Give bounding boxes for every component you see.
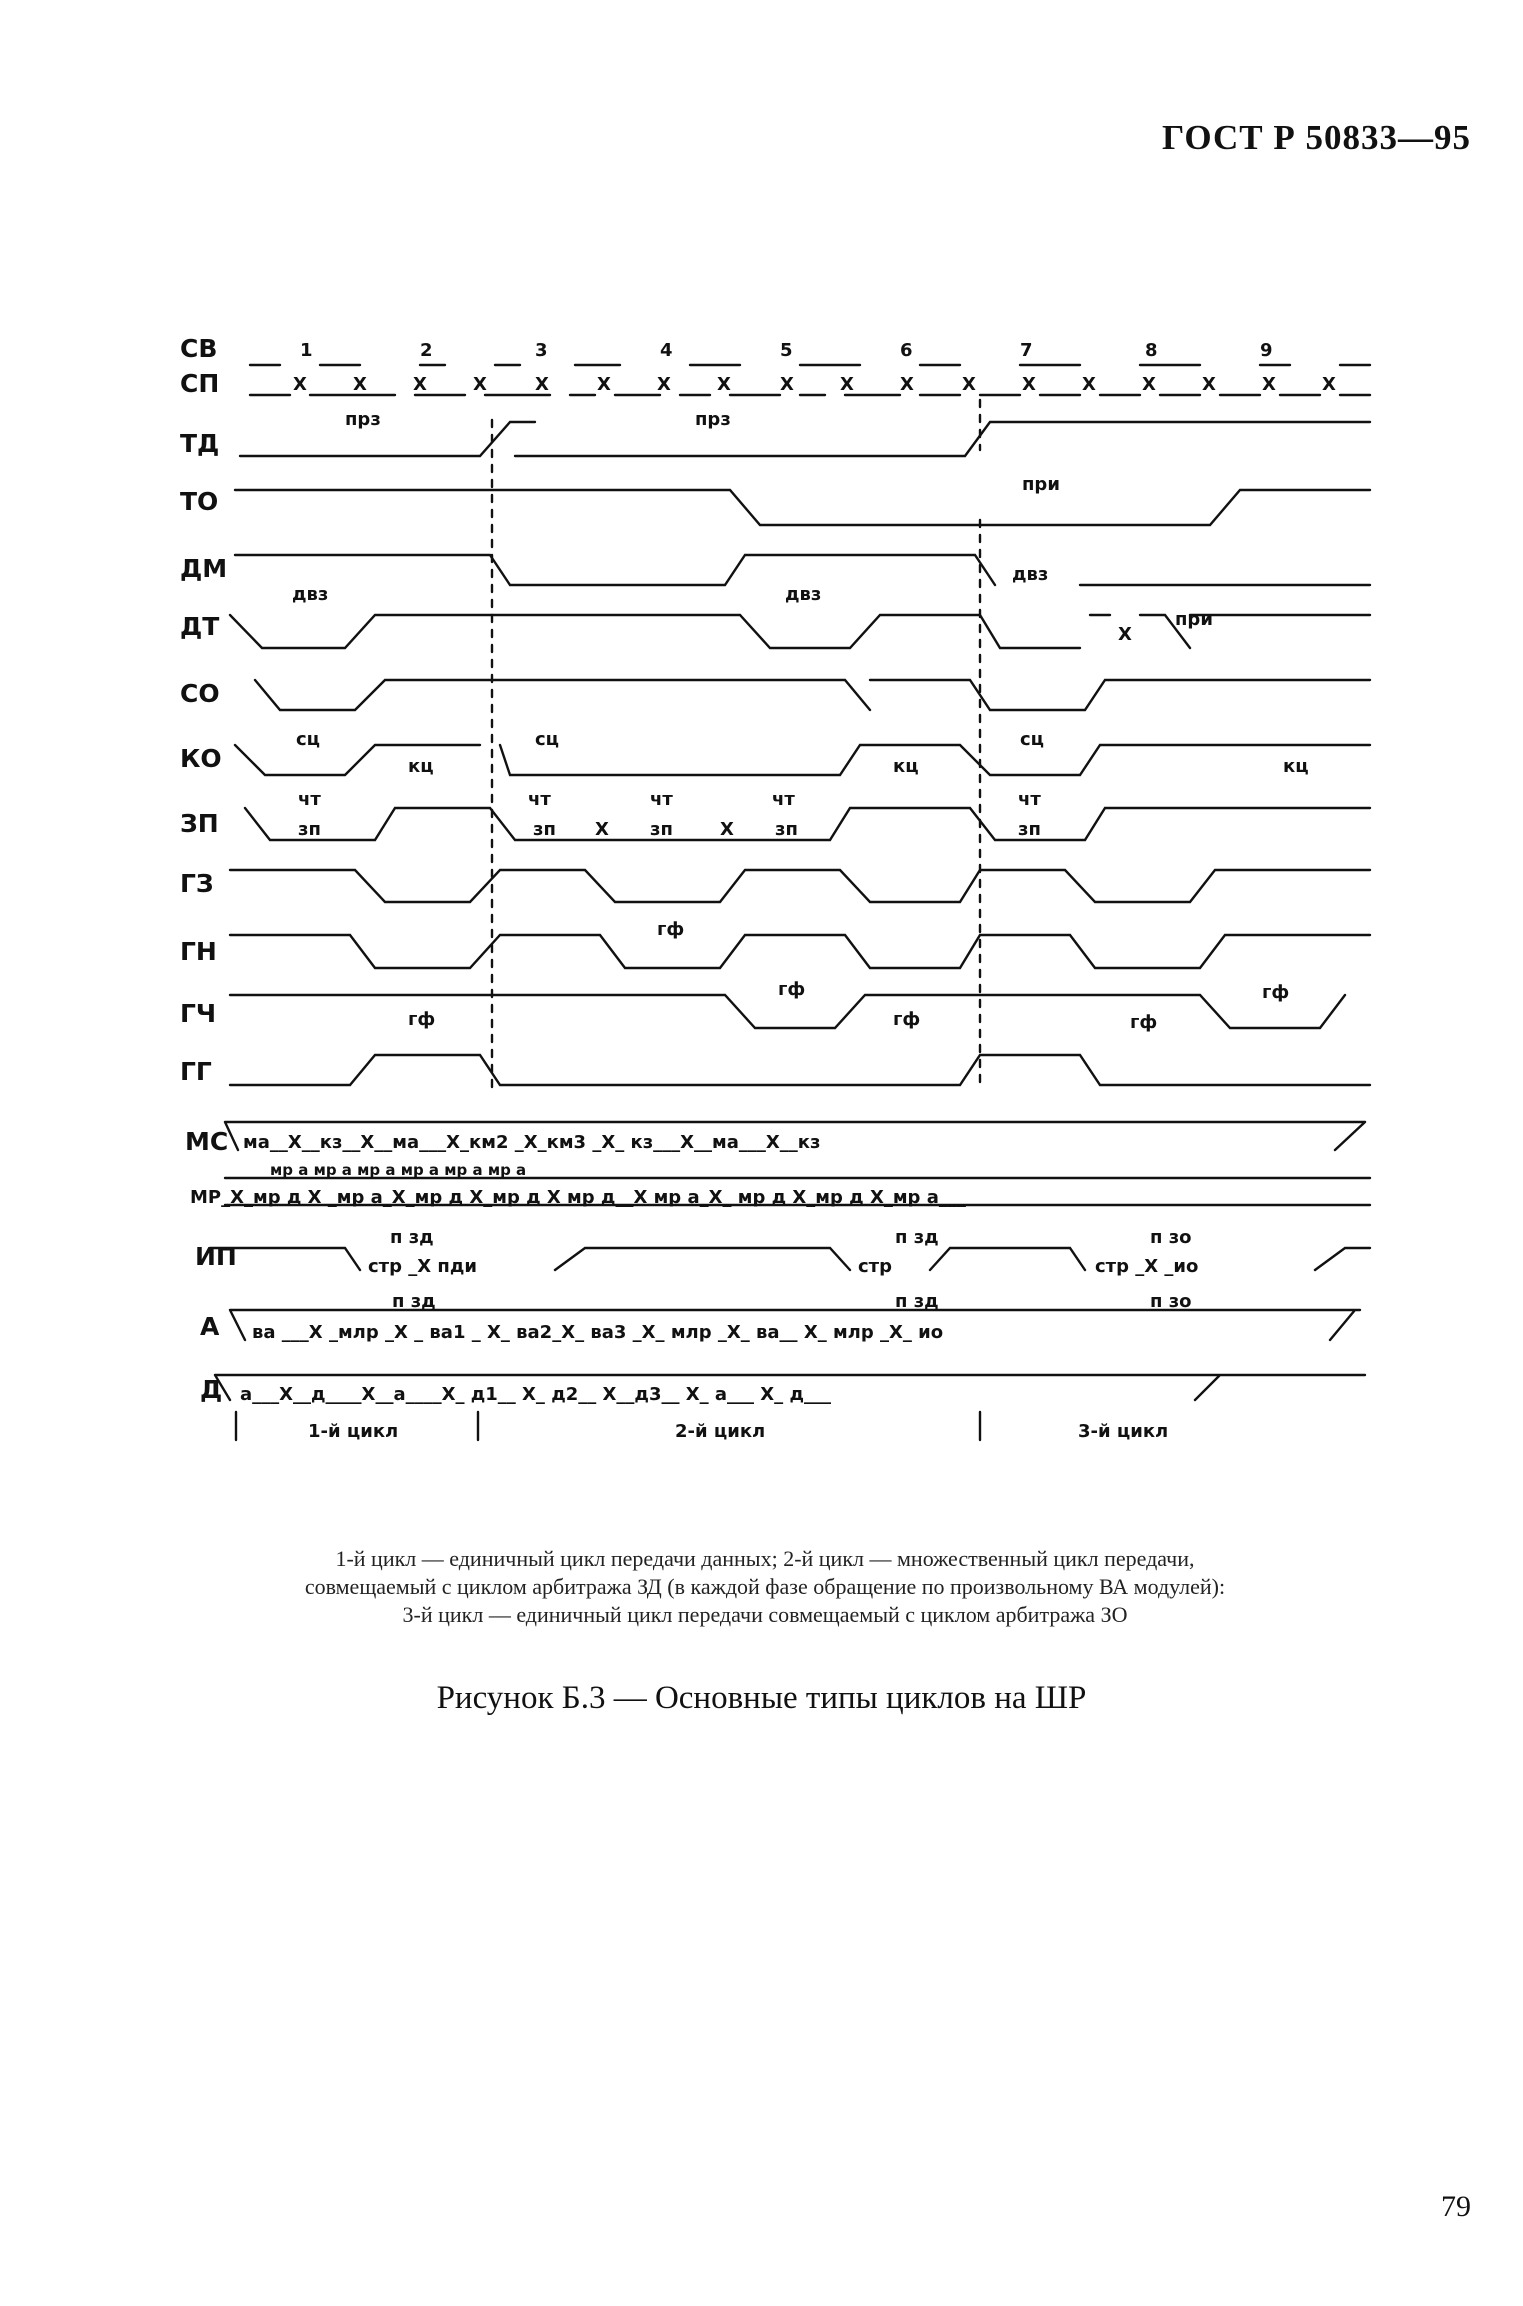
label-sc: сц (1020, 729, 1045, 750)
d-row: а___X__д____X__а____X_ д1__ X_ д2__ X__д3__ X_ а___ X_ д___ (240, 1384, 831, 1405)
sp-x: X (780, 374, 794, 395)
sp-x: X (1022, 374, 1036, 395)
phase-number: 4 (660, 340, 673, 361)
label-gf: гф (657, 919, 685, 940)
page-number: 79 (1441, 2190, 1471, 2223)
phase-number: 7 (1020, 340, 1033, 361)
label-sc: сц (535, 729, 560, 750)
phase-number: 8 (1145, 340, 1158, 361)
label-x: X (1118, 624, 1132, 645)
sp-x: X (597, 374, 611, 395)
figure-title: Рисунок Б.3 — Основные типы циклов на ШР (436, 1680, 1087, 1716)
label-kc: кц (1283, 756, 1309, 777)
label-sc: сц (296, 729, 321, 750)
sp-x: X (1322, 374, 1336, 395)
label-dvz: двз (292, 584, 329, 605)
signal-name: ГГ (180, 1057, 212, 1086)
sp-x: X (900, 374, 914, 395)
signal-name: ИП (195, 1242, 237, 1271)
cycle-label: 3-й цикл (1078, 1421, 1169, 1442)
a-pzd: п зд (895, 1291, 939, 1312)
signal-name: ГЧ (180, 999, 217, 1028)
signal-name: СП (180, 369, 220, 398)
sp-x: X (717, 374, 731, 395)
label-kc: кц (893, 756, 919, 777)
label-zp: зп (298, 819, 321, 840)
ip-row-1: стр _X пди (368, 1256, 477, 1277)
phase-number: 1 (300, 340, 313, 361)
figure-caption (160, 1545, 1370, 1629)
label-zp: зп (650, 819, 673, 840)
ip-pzd: п зд (390, 1227, 434, 1248)
label-pri: при (1022, 474, 1060, 495)
sp-x: X (840, 374, 854, 395)
label-cht: чт (1018, 789, 1041, 810)
sp-x: X (962, 374, 976, 395)
label-cht: чт (772, 789, 795, 810)
signal-name: ДТ (180, 612, 220, 641)
signal-name: ТД (180, 429, 220, 458)
cycle-label: 2-й цикл (675, 1421, 766, 1442)
phase-number: 5 (780, 340, 793, 361)
phase-number: 6 (900, 340, 913, 361)
ip-row-2: стр (858, 1256, 892, 1277)
label-zp: зп (775, 819, 798, 840)
label-cht: чт (298, 789, 321, 810)
sp-x: X (473, 374, 487, 395)
label-prz: прз (695, 409, 731, 430)
label-gf: гф (1130, 1012, 1158, 1033)
ms-subrow: мр а мр а мр а мр а мр а мр а (270, 1161, 527, 1179)
phase-number: 9 (1260, 340, 1273, 361)
label-x: X (720, 819, 734, 840)
signal-name: ГН (180, 937, 217, 966)
sp-x: X (1262, 374, 1276, 395)
label-dvz: двз (1012, 564, 1049, 585)
label-prz: прз (345, 409, 381, 430)
signal-name: СО (180, 679, 220, 708)
label-zp: зп (1018, 819, 1041, 840)
label-cht: чт (528, 789, 551, 810)
label-cht: чт (650, 789, 673, 810)
ip-pzo: п зо (1150, 1227, 1192, 1248)
signal-name: СВ (180, 334, 218, 363)
label-x: X (595, 819, 609, 840)
ip-pzd: п зд (895, 1227, 939, 1248)
caption-line: совмещаемый с циклом арбитража ЗД (в каждой фазе обращение по произвольному ВА модулей): (304, 1574, 1226, 1599)
phase-number: 3 (535, 340, 548, 361)
signal-name: ТО (180, 487, 219, 516)
label-gf: гф (1262, 982, 1290, 1003)
signal-name: ЗП (180, 809, 219, 838)
sp-x: X (413, 374, 427, 395)
mr-row: МР_X_мр д X _мр а_X_мр д X_мр д X мр д__X мр а_X_ мр д X_мр д X_мр а___ (190, 1187, 966, 1208)
sp-x: X (293, 374, 307, 395)
phase-number: 2 (420, 340, 433, 361)
sp-x: X (1142, 374, 1156, 395)
standard-header: ГОСТ Р 50833—95 (1161, 118, 1471, 157)
caption-line: 1-й цикл — единичный цикл передачи данных; 2-й цикл — множественный цикл передачи, (335, 1546, 1195, 1571)
signal-name: Д (200, 1375, 223, 1404)
sp-x: X (535, 374, 549, 395)
signal-name: ГЗ (180, 869, 214, 898)
label-dvz: двз (785, 584, 822, 605)
signal-name: МС (185, 1127, 229, 1156)
sp-x: X (1202, 374, 1216, 395)
a-pzd: п зд (392, 1291, 436, 1312)
label-gf: гф (893, 1009, 921, 1030)
signal-name: А (200, 1312, 220, 1341)
a-row: ва ___X _млр _X _ ва1 _ X_ ва2_X_ ва3 _X_ млр _X_ ва__ X_ млр _X_ ио (252, 1322, 944, 1343)
label-pri: при (1175, 609, 1213, 630)
sp-x: X (1082, 374, 1096, 395)
a-pzo: п зо (1150, 1291, 1192, 1312)
cycle-label: 1-й цикл (308, 1421, 399, 1442)
signal-name: КО (180, 744, 222, 773)
sp-x: X (657, 374, 671, 395)
label-kc: кц (408, 756, 434, 777)
ms-row: ма__X__кз__X__ма___X_км2 _X_км3 _X_ кз___X__ма___X__кз (243, 1132, 821, 1153)
label-gf: гф (778, 979, 806, 1000)
caption-line: 3-й цикл — единичный цикл передачи совмещаемый с циклом арбитража ЗО (402, 1602, 1128, 1627)
ip-row-3: стр _X _ио (1095, 1256, 1199, 1277)
label-gf: гф (408, 1009, 436, 1030)
label-zp: зп (533, 819, 556, 840)
signal-name: ДМ (180, 554, 228, 583)
sp-x: X (353, 374, 367, 395)
